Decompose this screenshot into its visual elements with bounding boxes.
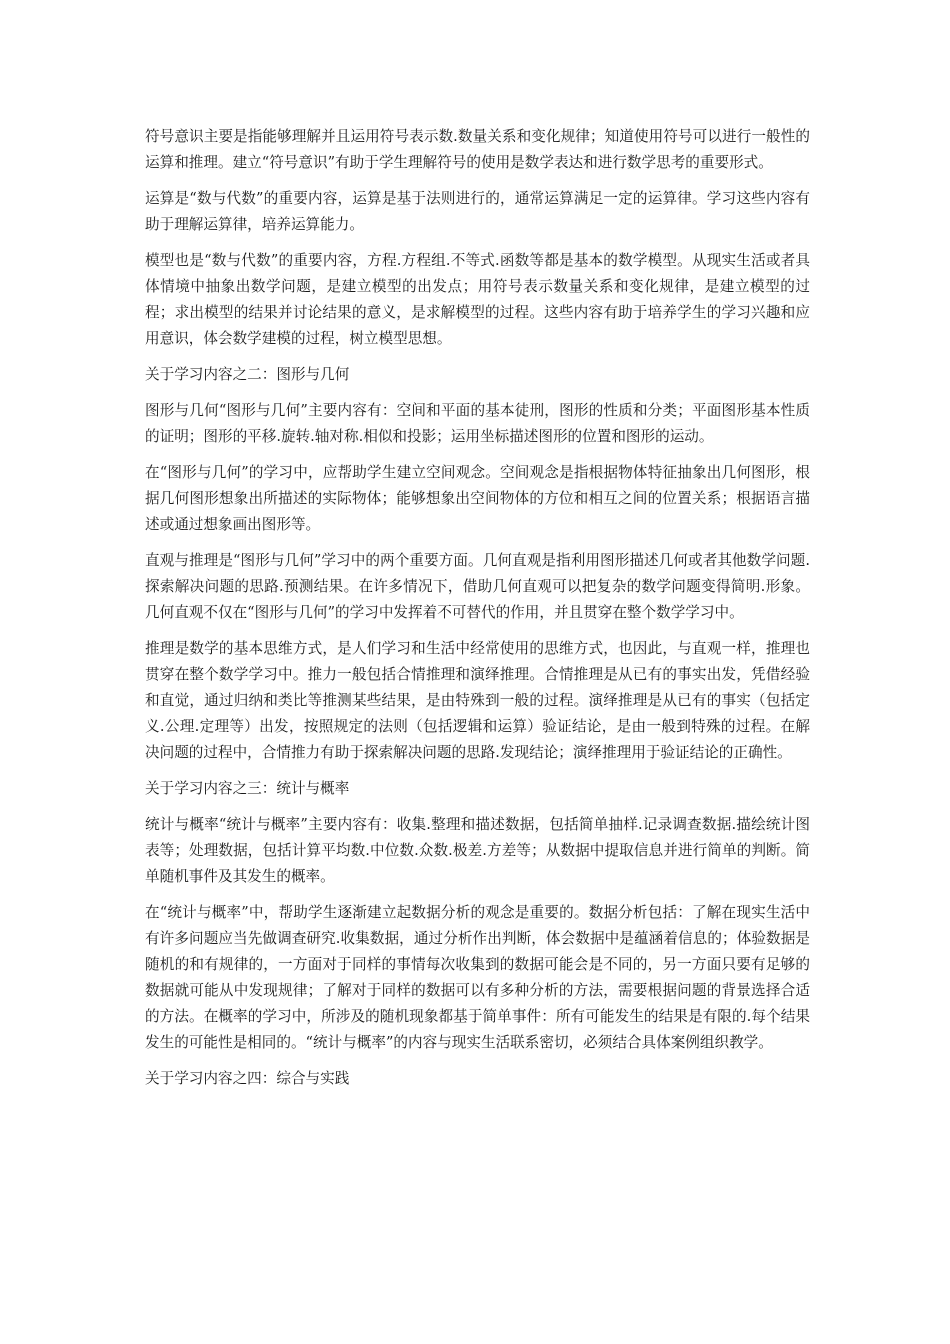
paragraph-models: 模型也是“数与代数”的重要内容，方程.方程组.不等式.函数等都是基本的数学模型。从现实生活或者具体情境中抽象出数学问题，是建立模型的出发点；用符号表示数量关系和变化规律，是建立模型的过程；求出模型的结果并讨论结果的意义，是求解模型的过程。这些内容有助于培养学生的学习兴趣和应用意识，体会数学建模的过程，树立模型思想。 [145, 252, 810, 347]
section-heading-statistics: 关于学习内容之三：统计与概率 [145, 780, 350, 797]
paragraph-statistics-content: 统计与概率“统计与概率”主要内容有：收集.整理和描述数据，包括简单抽样.记录调查数据.描绘统计图表等；处理数据，包括计算平均数.中位数.众数.极差.方差等；从数据中提取信息并进行简单的判断。简单随机事件及其发生的概率。 [145, 816, 810, 885]
paragraph-intuition-reasoning: 直观与推理是“图形与几何”学习中的两个重要方面。几何直观是指利用图形描述几何或者其他数学问题.探索解决问题的思路.预测结果。在许多情况下，借助几何直观可以把复杂的数学问题变得简明.形象。几何直观不仅在“图形与几何”的学习中发挥着不可替代的作用，并且贯穿在整个数学学习中。 [145, 552, 810, 621]
document-page [145, 124, 810, 1102]
paragraph-data-analysis: 在“统计与概率”中，帮助学生逐渐建立起数据分析的观念是重要的。数据分析包括：了解在现实生活中有许多问题应当先做调查研究.收集数据，通过分析作出判断，体会数据中是蕴涵着信息的；体验数据是随机的和有规律的，一方面对于同样的事情每次收集到的数据可能会是不同的，另一方面只要有足够的数据就可能从中发现规律；了解对于同样的数据可以有多种分析的方法，需要根据问题的背景选择合适的方法。在概率的学习中，所涉及的随机现象都基于简单事件：所有可能发生的结果是有限的.每个结果发生的可能性是相同的。“统计与概率”的内容与现实生活联系密切，必须结合具体案例组织教学。 [145, 904, 810, 1051]
paragraph-reasoning: 推理是数学的基本思维方式，是人们学习和生活中经常使用的思维方式，也因此，与直观一样，推理也贯穿在整个数学学习中。推力一般包括合情推理和演绎推理。合情推理是从已有的事实出发，凭借经验和直觉，通过归纳和类比等推测某些结果，是由特殊到一般的过程。演绎推理是从已有的事实（包括定义.公理.定理等）出发，按照规定的法则（包括逻辑和运算）验证结论，是由一般到特殊的过程。在解决问题的过程中，合情推力有助于探索解决问题的思路.发现结论；演绎推理用于验证结论的正确性。 [145, 640, 810, 761]
paragraph-geometry-content: 图形与几何“图形与几何”主要内容有：空间和平面的基本徒刑，图形的性质和分类；平面图形基本性质的证明；图形的平移.旋转.轴对称.相似和投影；运用坐标描述图形的位置和图形的运动。 [145, 402, 810, 445]
section-heading-practice: 关于学习内容之四：综合与实践 [145, 1070, 350, 1087]
paragraph-spatial-concept: 在“图形与几何”的学习中，应帮助学生建立空间观念。空间观念是指根据物体特征抽象出几何图形，根据几何图形想象出所描述的实际物体；能够想象出空间物体的方位和相互之间的位置关系；根据语言描述或通过想象画出图形等。 [145, 464, 810, 533]
paragraph-operations: 运算是“数与代数”的重要内容，运算是基于法则进行的，通常运算满足一定的运算律。学习这些内容有助于理解运算律，培养运算能力。 [145, 190, 810, 233]
paragraph-symbol-awareness: 符号意识主要是指能够理解并且运用符号表示数.数量关系和变化规律；知道使用符号可以进行一般性的运算和推理。建立“符号意识”有助于学生理解符号的使用是数学表达和进行数学思考的重要形式。 [145, 128, 810, 171]
section-heading-geometry: 关于学习内容之二：图形与几何 [145, 366, 350, 383]
